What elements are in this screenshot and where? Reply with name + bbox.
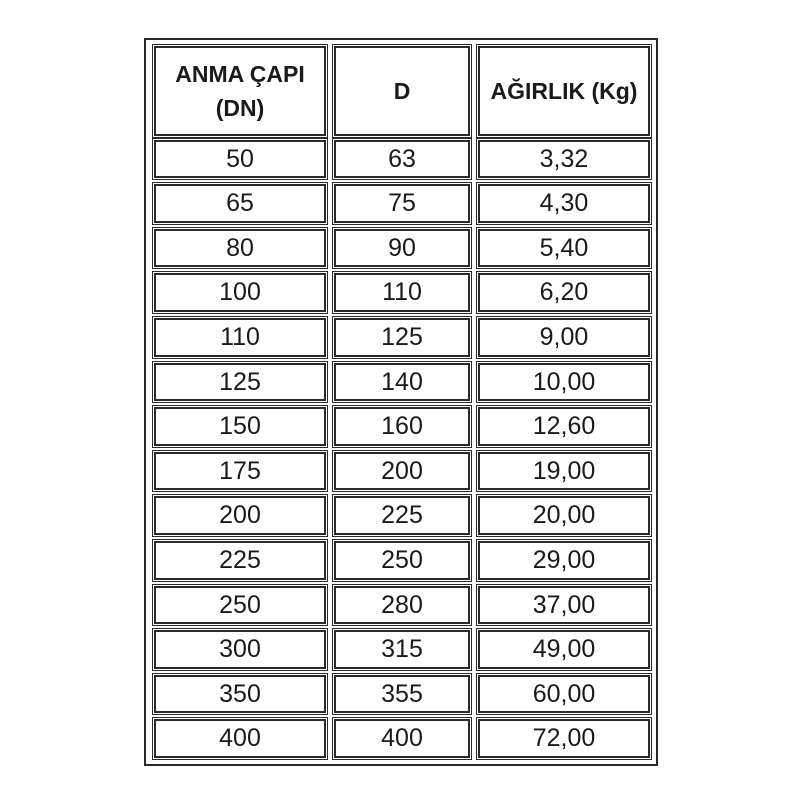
cell-d: 140 [334,363,470,401]
cell-dn: 100 [154,273,326,312]
cell-d: 90 [334,229,470,267]
cell-dn: 125 [154,363,326,401]
cell-dn: 350 [154,675,326,713]
cell-weight: 9,00 [478,318,650,357]
cell-dn: 250 [154,586,326,624]
cell-d: 400 [334,719,470,758]
cell-d: 110 [334,273,470,312]
cell-weight: 19,00 [478,452,650,490]
cell-weight: 10,00 [478,363,650,401]
cell-dn: 65 [154,184,326,223]
cell-weight: 3,32 [478,140,650,178]
cell-weight: 60,00 [478,675,650,713]
cell-weight: 37,00 [478,586,650,624]
cell-weight: 4,30 [478,184,650,223]
cell-dn: 50 [154,140,326,178]
cell-weight: 29,00 [478,541,650,580]
cell-d: 75 [334,184,470,223]
cell-dn: 80 [154,229,326,267]
cell-dn: 110 [154,318,326,357]
cell-weight: 72,00 [478,719,650,758]
cell-dn: 225 [154,541,326,580]
cell-d: 63 [334,140,470,178]
spec-table [144,38,658,766]
cell-dn: 175 [154,452,326,490]
cell-d: 280 [334,586,470,624]
cell-weight: 12,60 [478,407,650,446]
cell-weight: 49,00 [478,630,650,669]
cell-weight: 6,20 [478,273,650,312]
cell-dn: 200 [154,496,326,535]
cell-d: 355 [334,675,470,713]
cell-d: 225 [334,496,470,535]
cell-d: 250 [334,541,470,580]
cell-weight: 5,40 [478,229,650,267]
cell-d: 315 [334,630,470,669]
header-outer-diameter: D [334,46,470,136]
cell-d: 200 [334,452,470,490]
header-weight: AĞIRLIK (Kg) [478,46,650,136]
header-nominal-diameter: ANMA ÇAPI (DN) [154,46,326,136]
cell-weight: 20,00 [478,496,650,535]
cell-dn: 150 [154,407,326,446]
cell-d: 125 [334,318,470,357]
cell-dn: 300 [154,630,326,669]
cell-dn: 400 [154,719,326,758]
cell-d: 160 [334,407,470,446]
